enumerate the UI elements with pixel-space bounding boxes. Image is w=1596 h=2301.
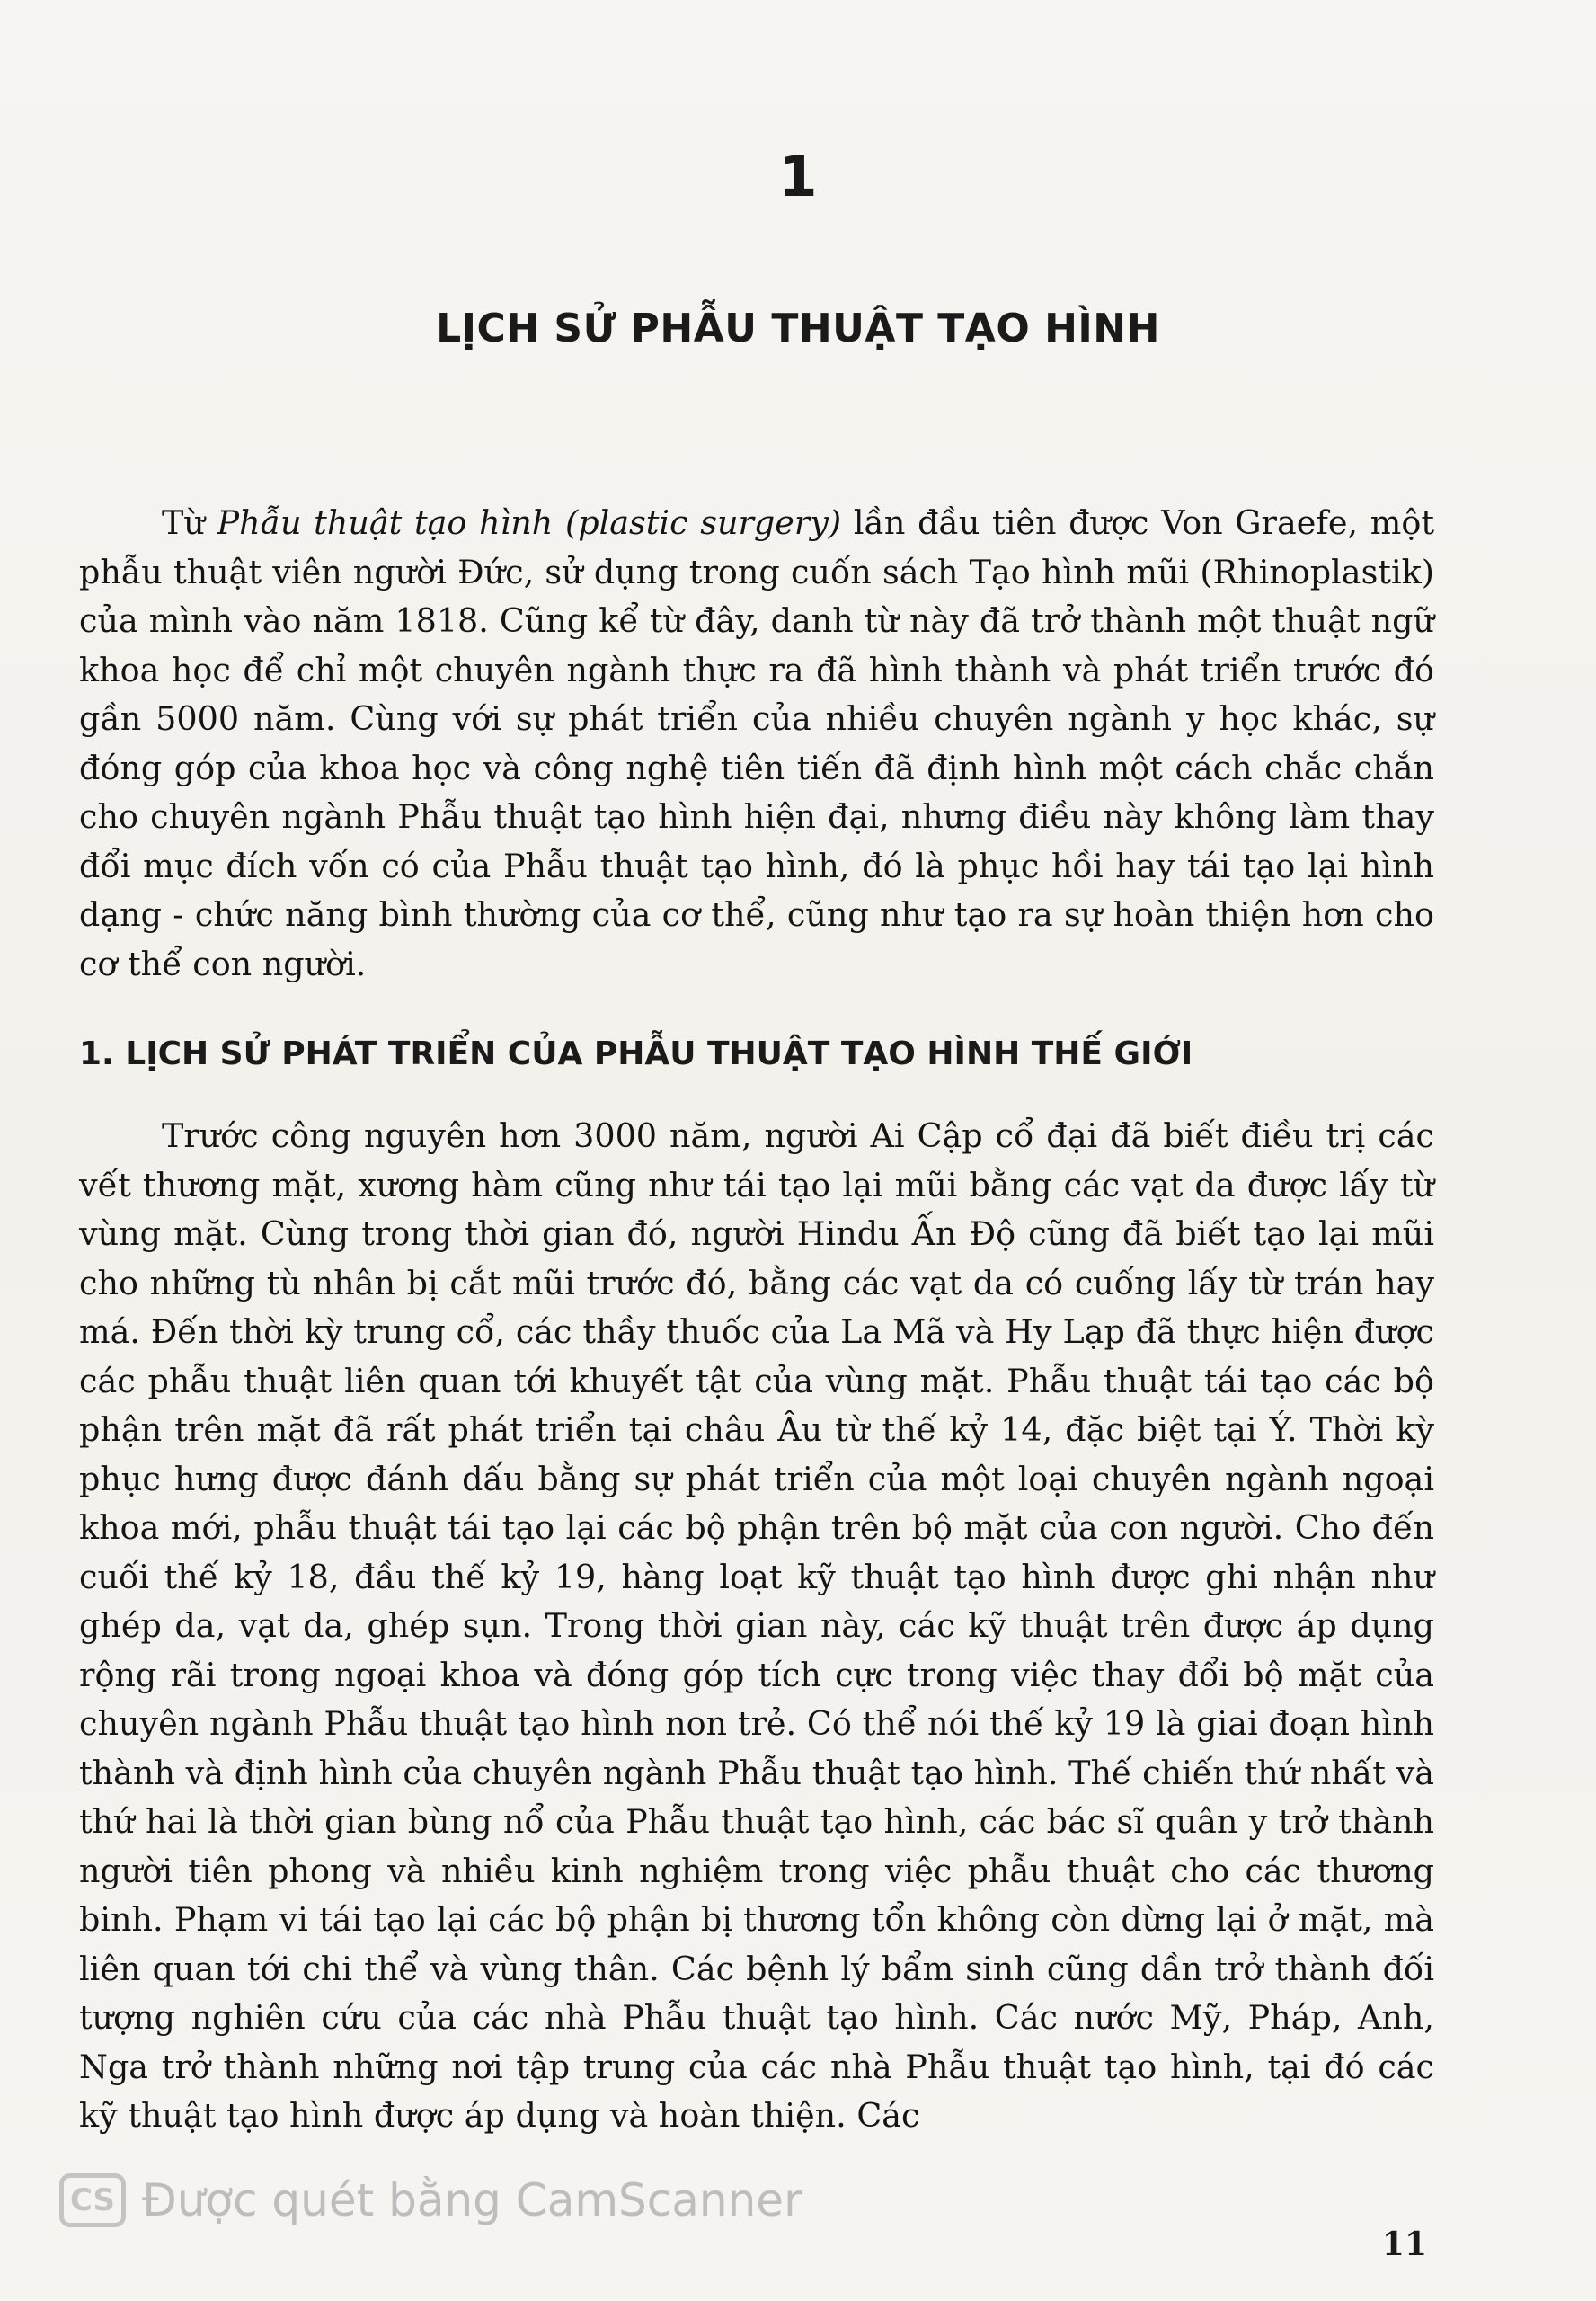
section-heading: 1. LỊCH SỬ PHÁT TRIỂN CỦA PHẪU THUẬT TẠO HÌNH THẾ GIỚI [79,1035,1193,1072]
page-number: 11 [1381,2225,1427,2263]
section-paragraph: Trước công nguyên hơn 3000 năm, người Ai Cập cổ đại đã biết điều trị các vết thương mặt, xương hàm cũng như tái tạo lại mũi bằng các vạt da được lấy từ vùng mặt. Cùng trong thời gian đó, người Hindu Ấn Độ cũng đã biết tạo lại mũi cho những tù nhân bị cắt mũi trước đó, bằng các vạt da có cuống lấy từ trán hay má. Đến thời kỳ trung cổ, các thầy thuốc của La Mã và Hy Lạp đã thực hiện được các phẫu thuật liên quan tới khuyết tật của vùng mặt. Phẫu thuật tái tạo các bộ phận trên mặt đã rất phát triển tại châu Âu từ thế kỷ 14, đặc biệt tại Ý. Thời kỳ phục hưng được đánh dấu bằng sự phát triển của một loại chuyên ngành ngoại khoa mới, phẫu thuật tái tạo lại các bộ phận trên bộ mặt của con người. Cho đến cuối thế kỷ 18, đầu thế kỷ 19, hàng loạt kỹ thuật tạo hình được ghi nhận như ghép da, vạt da, ghép sụn. Trong thời gian này, các kỹ thuật trên được áp dụng rộng rãi trong ngoại khoa và đóng góp tích cực trong việc thay đổi bộ mặt của chuyên ngành Phẫu thuật tạo hình non trẻ. Có thể nói thế kỷ 19 là giai đoạn hình thành và định hình của chuyên ngành Phẫu thuật tạo hình. Thế chiến thứ nhất và thứ hai là thời gian bùng nổ của Phẫu thuật tạo hình, các bác sĩ quân y trở thành người tiên phong và nhiều kinh nghiệm trong việc phẫu thuật cho các thương binh. Phạm vi tái tạo lại các bộ phận bị thương tổn không còn dừng lại ở mặt, mà liên quan tới chi thể và vùng thân. Các bệnh lý bẩm sinh cũng dần trở thành đối tượng nghiên cứu của các nhà Phẫu thuật tạo hình. Các nước Mỹ, Pháp, Anh, Nga trở thành những nơi tập trung của các nhà Phẫu thuật tạo hình, tại đó các kỹ thuật tạo hình được áp dụng và hoàn thiện. Các [79,1116,1434,2135]
intro-term: Phẫu thuật tạo hình (plastic surgery) [217,503,842,542]
chapter-title: LỊCH SỬ PHẪU THUẬT TẠO HÌNH [436,306,1160,351]
intro-lead: Từ [162,503,217,542]
chapter-number: 1 [778,144,818,209]
camscanner-logo-icon: CS [59,2173,126,2227]
intro-rest: lần đầu tiên được Von Graefe, một phẫu thuật viên người Đức, sử dụng trong cuốn sách Tạo hình mũi (Rhinoplastik) của mình vào năm 1818. Cũng kể từ đây, danh từ này đã trở thành một thuật ngữ khoa học để chỉ một chuyên ngành thực ra đã hình thành và phát triển trước đó gần 5000 năm. Cùng với sự phát triển của nhiều chuyên ngành y học khác, sự đóng góp của khoa học và công nghệ tiên tiến đã định hình một cách chắc chắn cho chuyên ngành Phẫu thuật tạo hình hiện đại, nhưng điều này không làm thay đổi mục đích vốn có của Phẫu thuật tạo hình, đó là phục hồi hay tái tạo lại hình dạng - chức năng bình thường của cơ thể, cũng như tạo ra sự hoàn thiện hơn cho cơ thể con người. [79,503,1434,983]
intro-paragraph [79,499,1434,989]
watermark-text: Được quét bằng CamScanner [142,2174,802,2226]
scanner-watermark [59,2173,802,2227]
